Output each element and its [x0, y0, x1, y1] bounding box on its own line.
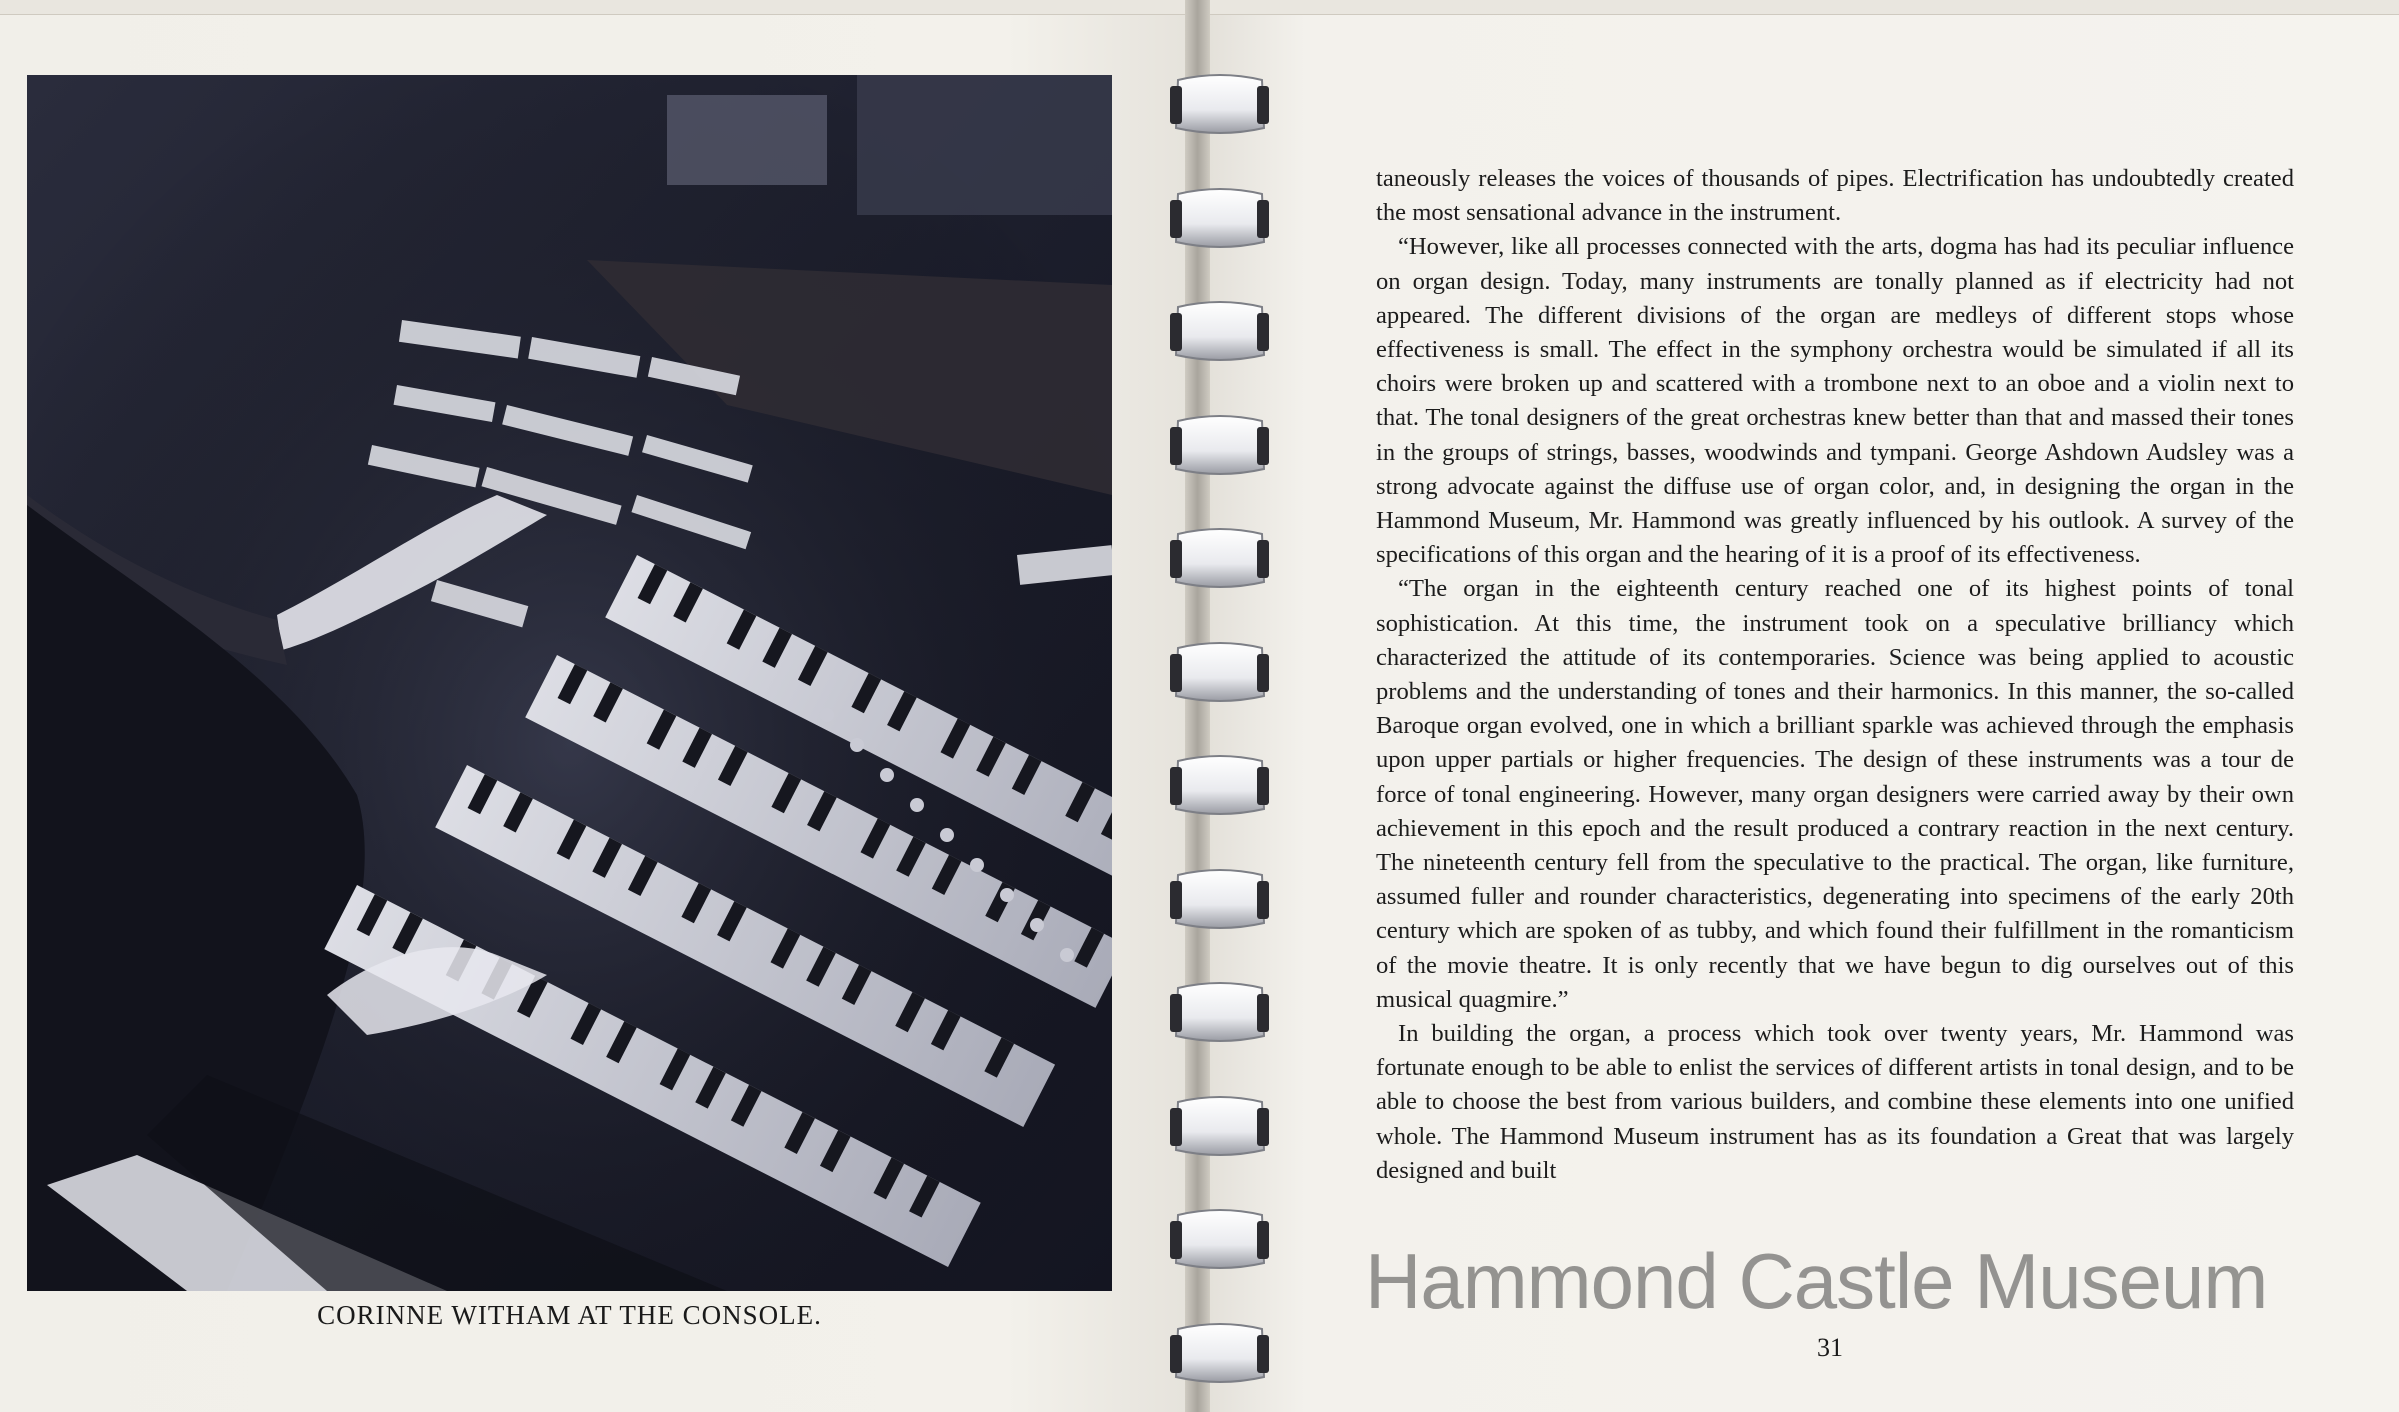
- spiral-binding-ring-icon: [1168, 526, 1271, 590]
- spiral-binding-ring-icon: [1168, 1321, 1271, 1385]
- spiral-binding-ring-icon: [1168, 753, 1271, 817]
- paragraph: taneously releases the voices of thousands of pipes. Electrification has undoubtedly created the most sensational advance in the instrument.: [1376, 165, 2294, 227]
- spiral-binding-ring-icon: [1168, 867, 1271, 931]
- watermark: Hammond Castle Museum: [1365, 1237, 2268, 1325]
- page-number: 31: [1817, 1333, 1843, 1362]
- spiral-binding-ring-icon: [1168, 640, 1271, 704]
- spiral-binding-ring-icon: [1168, 1094, 1271, 1158]
- spiral-binding-ring-icon: [1168, 186, 1271, 250]
- photo-caption: CORINNE WITHAM AT THE CONSOLE.: [317, 1300, 822, 1330]
- paragraph: In building the organ, a process which took over twenty years, Mr. Hammond was fortunate enough to be able to enlist the services of different artists in tonal design, and to be able to choose the best from various builders, and combine these elements into one unified whole. The Hammond Museum instrument has as its foundation a Great that was largely designed and built: [1376, 1020, 2294, 1184]
- spiral-binding-ring-icon: [1168, 980, 1271, 1044]
- spiral-binding-ring-icon: [1168, 72, 1271, 136]
- spiral-binding-ring-icon: [1168, 299, 1271, 363]
- right-page-top-edge: [1210, 0, 2399, 15]
- paragraph: “However, like all processes connected with the arts, dogma has had its peculiar influence on organ design. Today, many instruments are tonally planned as if electricity had not appeared. The different divisions of the organ are medleys of different stops whose effectiveness is small. The effect in the symphony orchestra would be simulated if all its choirs were broken up and scattered with a trombone next to an oboe and a violin next to that. The tonal designers of the great orchestras knew better than that and massed their tones in the groups of strings, basses, woodwinds and tympani. George Ashdown Audsley was a strong advocate against the diffuse use of organ color, and, in designing the organ in the Hammond Museum, Mr. Hammond was greatly influenced by his outlook. A survey of the specifications of this organ and the hearing of it is a proof of its effectiveness.: [1376, 233, 2294, 569]
- left-page-top-edge: [0, 0, 1185, 15]
- organ-console-photo: [27, 75, 1112, 1291]
- paragraph: “The organ in the eighteenth century reached one of its highest points of tonal sophistication. At this time, the instrument took on a speculative brilliancy which characterized the attitude of its contemporaries. Science was being applied to acoustic problems and the understanding of tones and their harmonics. In this manner, the so-called Baroque organ evolved, one in which a brilliant sparkle was achieved through the emphasis upon upper partials or higher frequencies. The design of these instruments was a tour de force of tonal engineering. However, many organ designers were carried away by their own achievement in this epoch and the result produced a contrary reaction in the next century. The nineteenth century fell from the speculative to the practical. The organ, like furniture, assumed fuller and rounder characteristics, degenerating into specimens of the early 20th century which are spoken of as tubby, and which found their fulfillment in the romanticism of the movie theatre. It is only recently that we have begun to dig ourselves out of this musical quagmire.”: [1376, 575, 2294, 1013]
- spiral-binding: [1160, 0, 1280, 1412]
- body-text: [1376, 162, 2294, 1188]
- organ-console-photo-icon: [27, 75, 1112, 1291]
- spiral-binding-ring-icon: [1168, 1207, 1271, 1271]
- spiral-binding-ring-icon: [1168, 413, 1271, 477]
